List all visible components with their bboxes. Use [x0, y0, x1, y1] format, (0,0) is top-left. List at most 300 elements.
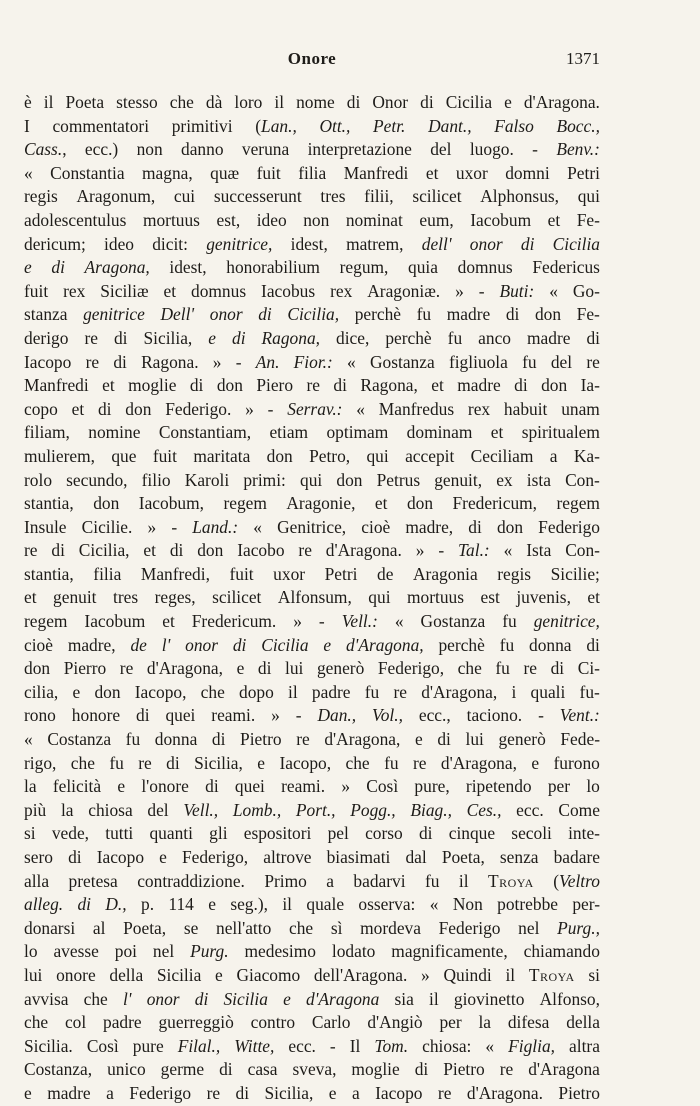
word: del [147, 799, 169, 820]
word: sveva, [292, 1059, 337, 1080]
word: Cicilia [552, 233, 600, 254]
word: et [490, 422, 504, 443]
word: Fior.: [293, 351, 333, 372]
word: il [274, 92, 285, 112]
word: il [43, 92, 54, 112]
word: qui [366, 445, 389, 466]
word: di [420, 92, 434, 112]
word: Fredericum, [452, 493, 538, 514]
word: filia [298, 162, 327, 183]
word: di [232, 634, 247, 655]
word: l' [122, 988, 132, 1009]
word: corso [365, 823, 403, 844]
word: qui [577, 186, 600, 207]
word: Genitrice, [277, 516, 347, 537]
word: e [159, 847, 167, 867]
word: il [458, 870, 469, 891]
word: sia [394, 988, 414, 1009]
word: regis [24, 186, 58, 207]
word: fu [425, 870, 440, 891]
word: don [534, 304, 562, 325]
word: Lomb., [232, 799, 282, 820]
word: Onor [372, 92, 409, 112]
word: Sicilia [223, 988, 268, 1009]
word: onore [56, 964, 96, 985]
word: di [258, 304, 272, 325]
word: Sicilia. [24, 1035, 73, 1056]
word: Iacopo [24, 351, 72, 372]
text-line [24, 940, 600, 964]
word: lui [465, 729, 484, 750]
word: ecc. [288, 1035, 316, 1056]
word: di [520, 233, 535, 254]
word: rono [24, 705, 56, 726]
word: stanza [24, 304, 68, 325]
word: re [119, 658, 134, 679]
word: Petri [324, 563, 358, 584]
text-line [24, 280, 600, 304]
word: « [429, 894, 439, 915]
text-line [24, 351, 600, 375]
word: Ka- [573, 445, 600, 466]
word: Poeta [65, 92, 105, 112]
word: onor [469, 233, 503, 254]
word: derigo [24, 327, 69, 348]
word: per- [572, 894, 600, 915]
word: Così [366, 776, 399, 797]
word: Vell., [183, 799, 219, 820]
word: genitrice, [206, 233, 273, 254]
word: re [523, 658, 537, 679]
word: cioè [361, 516, 391, 537]
word: accepit [405, 445, 455, 466]
word: genuit [53, 587, 97, 608]
word: re [138, 752, 152, 773]
word: più [24, 799, 47, 820]
word: potrebbe [497, 894, 558, 915]
word: e [415, 729, 423, 750]
word: di [68, 847, 82, 867]
word: Costanza [47, 729, 112, 750]
word: madre, [405, 516, 454, 537]
word: re [586, 351, 600, 372]
word: filiam, [24, 422, 70, 443]
word: optimam [326, 422, 389, 443]
word: Land.: [192, 516, 239, 537]
word: per [547, 776, 571, 797]
word: don [197, 540, 224, 561]
word: Manfredus [378, 398, 455, 419]
word: dà [205, 92, 223, 112]
word: di [586, 634, 600, 655]
word: et [102, 375, 115, 396]
word: d'Aragona [528, 1059, 600, 1080]
word: fu [416, 304, 432, 325]
word: Federigo, [181, 847, 249, 867]
word: madre [446, 304, 491, 325]
word: donna [529, 634, 572, 655]
text-line [24, 539, 600, 563]
word: ecc.) [84, 139, 119, 160]
word: Fede- [560, 729, 600, 750]
word: re [437, 1082, 452, 1103]
word: e [208, 327, 217, 348]
word: figliuola [448, 351, 508, 372]
word: Dant., [428, 115, 472, 136]
word: loro [234, 92, 263, 112]
word: quei [165, 705, 196, 726]
word: Fredericum. [191, 611, 277, 632]
word: « [253, 516, 262, 537]
word: mortuus [142, 209, 200, 230]
word: fu- [579, 681, 600, 702]
word: Piero [256, 375, 294, 396]
word: della [109, 964, 144, 985]
word: dericum; [24, 233, 86, 254]
word: Federigo [538, 516, 600, 537]
word: anco [478, 327, 511, 348]
word: sì [330, 917, 343, 938]
word: onor [146, 988, 180, 1009]
word: che [169, 92, 194, 112]
word: re [306, 375, 320, 396]
text-line [24, 374, 600, 398]
word: che [288, 917, 314, 938]
word: qui [368, 587, 391, 608]
word: Ces., [466, 799, 502, 820]
word: Come [558, 799, 600, 820]
word: sero [24, 847, 53, 867]
word: che [70, 752, 95, 773]
word: - [171, 516, 178, 537]
word: primitivi [171, 115, 233, 136]
word: 114 [168, 894, 194, 915]
word: l' [161, 634, 171, 655]
word: donarsi [24, 917, 76, 938]
word: madre [457, 375, 501, 396]
word: » [455, 280, 464, 301]
word: » [421, 964, 430, 985]
word: Manfredi, [140, 563, 210, 584]
word: avvisa [24, 988, 69, 1009]
word: la [60, 799, 74, 820]
word: fuit [229, 563, 254, 584]
word: generò [316, 658, 365, 679]
word: fu [125, 729, 141, 750]
word: Purg., [557, 917, 600, 938]
word: pel [327, 823, 349, 844]
word: Tom. [374, 1035, 409, 1056]
word: Ott., [319, 115, 351, 136]
word: di [51, 540, 65, 561]
word: avesse [53, 941, 99, 962]
word: il [282, 894, 293, 915]
word: taciono. [466, 705, 523, 726]
word: fuit [152, 445, 177, 466]
word: ex [496, 469, 513, 490]
word: di [205, 776, 219, 797]
word: e [236, 658, 245, 679]
word: madre, [67, 634, 116, 655]
word: difesa [507, 1012, 550, 1033]
word: e [504, 92, 512, 112]
word: la [478, 1012, 492, 1033]
word: - [318, 611, 325, 632]
word: » [415, 540, 425, 561]
word: spiritualem [521, 422, 600, 443]
word: Iacopo [375, 1082, 423, 1103]
word: (Veltro [553, 870, 600, 891]
word: nomine [88, 422, 141, 443]
word: d'Aragona, [324, 729, 401, 750]
word: genitrice, [533, 611, 600, 632]
word: che [24, 1012, 49, 1033]
word: fu [502, 611, 517, 632]
word: l'onore [141, 776, 189, 797]
word: Fe- [576, 304, 600, 325]
word: Fe- [576, 209, 600, 230]
word: se [183, 917, 199, 938]
word: Witte, [234, 1035, 275, 1056]
word: Gostanza [420, 611, 486, 632]
word: d'Aragona, [146, 658, 223, 679]
word: guerreggiò [158, 1012, 234, 1033]
word: Sicilia, [264, 1082, 314, 1103]
word: Serrav.: [287, 398, 343, 419]
word: e [531, 752, 540, 773]
word: rigo, [24, 752, 57, 773]
text-line [24, 586, 600, 610]
text-line [24, 421, 600, 445]
word: » [271, 705, 280, 726]
word: et [24, 587, 37, 608]
text-line [24, 681, 600, 705]
word: reami. [211, 705, 256, 726]
word: ecc. [516, 799, 544, 820]
word: Iacobo [237, 540, 285, 561]
word: di [586, 327, 600, 348]
word: donna [154, 729, 198, 750]
word: Buti: [499, 280, 535, 301]
word: di [169, 540, 184, 561]
word: Vell.: [341, 611, 378, 632]
word: quæ [210, 162, 240, 183]
word: Benv.: [556, 139, 600, 160]
word: osserva: [358, 894, 416, 915]
word: Sicilie; [550, 563, 600, 584]
word: reges, [154, 587, 196, 608]
text-line [24, 634, 600, 658]
word: don [125, 398, 152, 419]
word: stantia, [24, 493, 74, 514]
word: interpretazione [307, 139, 412, 160]
word: et [374, 493, 388, 514]
word: Bocc., [556, 115, 600, 136]
word: Federigo. [165, 398, 232, 419]
text-line [24, 964, 600, 988]
word: mulierem, [24, 445, 95, 466]
word: col [64, 1012, 87, 1033]
word: Cicilia [445, 92, 493, 112]
word: est, [216, 209, 241, 230]
running-header [24, 49, 600, 73]
word: Sicilia, [143, 327, 193, 348]
word: d'Aragona, [421, 681, 498, 702]
word: Federicus [532, 257, 600, 278]
word: » [245, 398, 254, 419]
word: danno [181, 139, 224, 160]
word: et [547, 209, 561, 230]
text-line [24, 91, 600, 115]
word: tres [320, 186, 346, 207]
word: re [296, 729, 310, 750]
word: di [514, 375, 528, 396]
word: di [194, 988, 209, 1009]
word: Iacobum [470, 209, 532, 230]
word: luogo. [469, 139, 514, 160]
word: et [431, 375, 444, 396]
word: lo [24, 941, 38, 962]
word: rolo [24, 469, 53, 490]
word: idest, [169, 257, 207, 278]
word: Alfonsum, [277, 587, 352, 608]
word: don [496, 516, 524, 537]
word: Petro, [309, 445, 351, 466]
word: regis [497, 563, 532, 584]
word: Pietro [240, 729, 282, 750]
word: si [588, 964, 600, 985]
word: eum, [419, 209, 454, 230]
word: medesimo [244, 941, 316, 962]
word: quia [408, 257, 438, 278]
word: mordeva [360, 917, 421, 938]
word: lui [24, 964, 43, 985]
word: unam [561, 398, 600, 419]
word: uxor [273, 563, 306, 584]
word: honorabilium [226, 257, 320, 278]
text-line [24, 256, 600, 280]
word: tres [113, 587, 139, 608]
word: domnus [191, 280, 247, 301]
word: filia [93, 563, 122, 584]
word: Primo [264, 870, 307, 891]
word: « [356, 398, 365, 419]
word: re [84, 327, 98, 348]
word: magnificamente, [391, 941, 508, 962]
word: dell' [421, 233, 452, 254]
word: Ista [526, 540, 552, 561]
text-line [24, 209, 600, 233]
word: ripetendo [465, 776, 532, 797]
word: poi [114, 941, 137, 962]
word: Costanza, [24, 1059, 93, 1080]
word: don [94, 681, 121, 702]
word: perchè [385, 327, 432, 348]
word: re [499, 1059, 514, 1080]
word: p. [141, 894, 155, 915]
word: quei [234, 776, 265, 797]
word: dice, [336, 327, 370, 348]
word: - [532, 139, 538, 160]
word: fu [364, 681, 380, 702]
word: unico [107, 1059, 146, 1080]
word: » [212, 351, 222, 372]
word: di [414, 1059, 429, 1080]
text-line [24, 846, 600, 870]
word: e [72, 681, 81, 702]
word: Ci- [577, 658, 600, 679]
word: Ragona, [261, 327, 320, 348]
word: magna, [142, 162, 193, 183]
word: badarvi [353, 870, 406, 891]
word: Biag., [410, 799, 452, 820]
word: fuit [256, 162, 281, 183]
word: veruna [241, 139, 290, 160]
word: I [24, 115, 30, 136]
word: - [329, 1035, 336, 1056]
word: Gostanza [369, 351, 435, 372]
word: Insule [24, 516, 67, 537]
word: Pietro [558, 1082, 600, 1103]
word: maritata [193, 445, 251, 466]
word: alleg. [24, 894, 64, 915]
word: Così [86, 1035, 119, 1056]
word: Pierro [63, 658, 107, 679]
word: e [323, 634, 332, 655]
page-number: 1371 [566, 49, 600, 68]
word: di [437, 729, 451, 750]
word: Ia- [580, 375, 600, 396]
word: Federigo [438, 917, 501, 938]
word: re [298, 540, 312, 561]
word: d'Aragona. [523, 92, 600, 112]
word: regum, [339, 257, 389, 278]
word: di [257, 658, 272, 679]
word: lodato [331, 941, 376, 962]
word: Il [349, 1035, 361, 1056]
word: di [166, 752, 180, 773]
text-line [24, 162, 600, 186]
word: giovinetto [453, 988, 525, 1009]
word: Filal., [177, 1035, 221, 1056]
word: altra [569, 1035, 600, 1056]
word: nel [152, 941, 175, 962]
word: don [266, 445, 293, 466]
word: domni [505, 162, 550, 183]
word: che [345, 752, 370, 773]
word: et [163, 280, 177, 301]
word: i [511, 681, 517, 702]
word: quale [306, 894, 345, 915]
word: di [346, 92, 361, 112]
word: fu [522, 351, 537, 372]
word: Federigo, [377, 658, 445, 679]
word: perchè [438, 634, 485, 655]
word: dal [405, 847, 427, 867]
word: don [216, 375, 243, 396]
word: » [341, 776, 351, 797]
text-line [24, 516, 600, 540]
word: re [393, 681, 407, 702]
word: Ragona. [141, 351, 199, 372]
word: primi: [243, 469, 286, 490]
word: del [550, 351, 573, 372]
word: Troya [528, 964, 575, 985]
word: Tal.: [457, 540, 490, 561]
word: che [457, 658, 482, 679]
word: et [143, 540, 156, 561]
word: Sicilia, [194, 752, 243, 773]
